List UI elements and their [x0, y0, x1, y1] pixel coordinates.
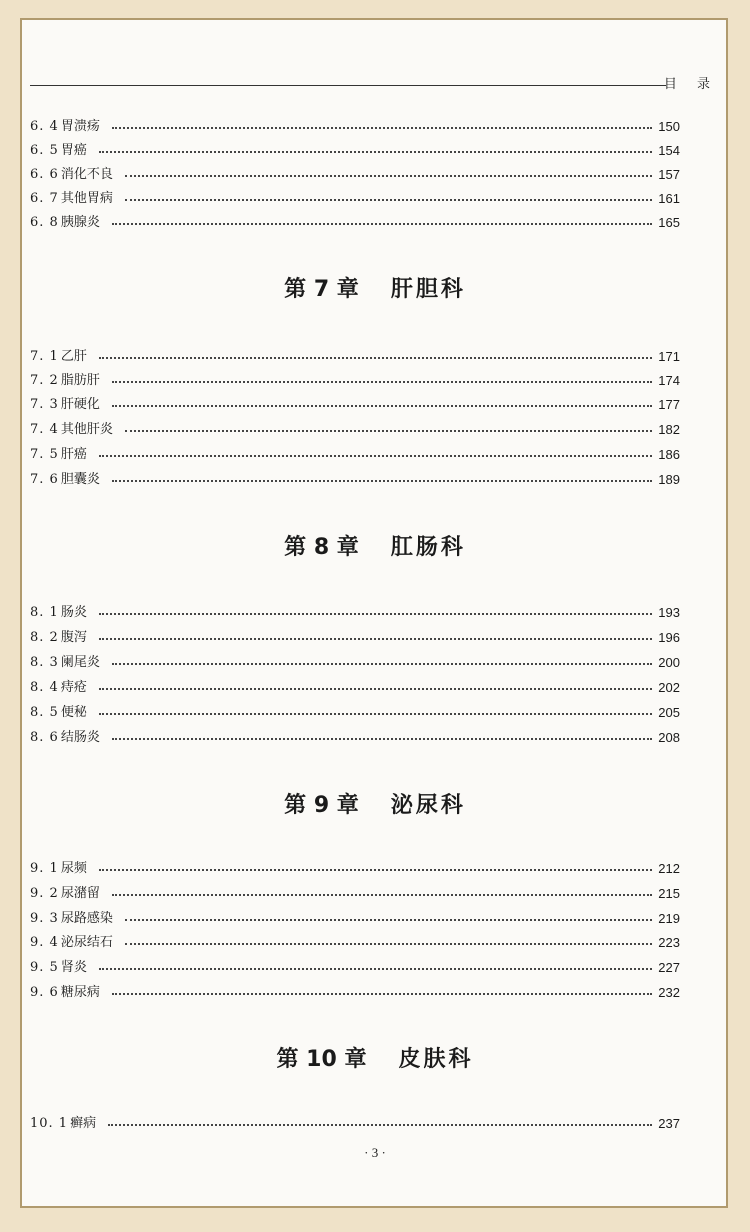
entry-page: 237	[658, 1116, 680, 1131]
entry-title: 消化不良	[60, 167, 113, 182]
header-rule	[30, 85, 666, 86]
entry-page: 202	[658, 680, 680, 695]
entry-title: 阑尾炎	[60, 655, 100, 670]
toc-entry-8-3[interactable]	[30, 648, 680, 670]
entry-number: 6. 6	[30, 167, 59, 182]
toc-entry-6-6[interactable]	[30, 160, 680, 182]
toc-entry-9-2[interactable]	[30, 879, 680, 901]
entry-page: 193	[658, 605, 680, 620]
entry-number: 8. 4	[30, 680, 59, 695]
entry-number: 6. 7	[30, 191, 59, 206]
entry-page: 196	[658, 630, 680, 645]
entry-page: 150	[658, 119, 680, 134]
chapter-name: 皮肤科	[398, 1047, 474, 1072]
toc-entry-8-6[interactable]	[30, 723, 680, 745]
toc-entry-7-6[interactable]	[30, 465, 680, 487]
leader-dots	[125, 198, 652, 201]
entry-title: 其他肝炎	[60, 422, 113, 437]
toc-entry-9-6[interactable]	[30, 978, 680, 1000]
chapter-label: 第 9 章	[284, 793, 359, 818]
toc-entry-9-5[interactable]	[30, 953, 680, 975]
entry-number: 7. 2	[30, 373, 59, 388]
leader-dots	[99, 637, 652, 640]
entry-number: 9. 5	[30, 960, 59, 975]
toc-entry-6-5[interactable]	[30, 136, 680, 158]
entry-page: 200	[658, 655, 680, 670]
toc-entry-7-3[interactable]	[30, 390, 680, 412]
entry-title: 便秘	[60, 705, 87, 720]
running-header	[30, 73, 720, 93]
entry-title: 腹泻	[60, 630, 87, 645]
toc-entry-7-4[interactable]	[30, 415, 680, 437]
entry-number: 6. 8	[30, 215, 59, 230]
entry-number: 6. 4	[30, 119, 59, 134]
entry-number: 7. 1	[30, 349, 59, 364]
entry-page: 208	[658, 730, 680, 745]
entry-number: 7. 4	[30, 422, 59, 437]
entry-page: 171	[658, 349, 680, 364]
entry-number: 9. 1	[30, 861, 59, 876]
entry-number: 8. 5	[30, 705, 59, 720]
toc-entry-10-1[interactable]	[30, 1109, 680, 1131]
entry-number: 9. 6	[30, 985, 59, 1000]
leader-dots	[112, 893, 652, 896]
toc-entry-6-8[interactable]	[30, 208, 680, 230]
toc-entry-7-1[interactable]	[30, 342, 680, 364]
leader-dots	[99, 612, 652, 615]
toc-entry-9-1[interactable]	[30, 854, 680, 876]
header-title: 目 录	[663, 77, 718, 92]
entry-title: 肝癌	[60, 447, 87, 462]
toc-entry-8-2[interactable]	[30, 623, 680, 645]
toc-entry-8-4[interactable]	[30, 673, 680, 695]
chapter-7-heading	[0, 272, 750, 306]
entry-page: 154	[658, 143, 680, 158]
chapter-label: 第 10 章	[276, 1047, 367, 1072]
leader-dots	[125, 429, 652, 432]
chapter-name: 泌尿科	[390, 793, 466, 818]
leader-dots	[112, 404, 652, 407]
entry-page: 189	[658, 472, 680, 487]
toc-entry-7-5[interactable]	[30, 440, 680, 462]
leader-dots	[112, 380, 652, 383]
entry-title: 肝硬化	[60, 397, 100, 412]
entry-number: 8. 3	[30, 655, 59, 670]
entry-number: 7. 3	[30, 397, 59, 412]
leader-dots	[125, 174, 652, 177]
chapter-label: 第 7 章	[284, 277, 359, 302]
leader-dots	[99, 356, 652, 359]
entry-title: 结肠炎	[60, 730, 100, 745]
entry-title: 痔疮	[60, 680, 87, 695]
entry-page: 182	[658, 422, 680, 437]
toc-entry-9-4[interactable]	[30, 928, 680, 950]
entry-page: 174	[658, 373, 680, 388]
entry-page: 157	[658, 167, 680, 182]
entry-page: 165	[658, 215, 680, 230]
entry-number: 8. 6	[30, 730, 59, 745]
entry-page: 212	[658, 861, 680, 876]
toc-entry-8-1[interactable]	[30, 598, 680, 620]
leader-dots	[112, 992, 652, 995]
leader-dots	[99, 967, 652, 970]
entry-page: 186	[658, 447, 680, 462]
leader-dots	[99, 687, 652, 690]
entry-title: 肾炎	[60, 960, 87, 975]
entry-number: 9. 4	[30, 935, 59, 950]
entry-page: 205	[658, 705, 680, 720]
chapter-label: 第 8 章	[284, 535, 359, 560]
entry-title: 胆囊炎	[60, 472, 100, 487]
entry-page: 215	[658, 886, 680, 901]
entry-page: 232	[658, 985, 680, 1000]
entry-page: 219	[658, 911, 680, 926]
entry-title: 癣病	[70, 1116, 97, 1131]
chapter-name: 肛肠科	[390, 535, 466, 560]
entry-number: 7. 6	[30, 472, 59, 487]
entry-page: 223	[658, 935, 680, 950]
entry-number: 8. 1	[30, 605, 59, 620]
chapter-name: 肝胆科	[390, 277, 466, 302]
entry-title: 脂肪肝	[60, 373, 100, 388]
leader-dots	[112, 222, 652, 225]
leader-dots	[112, 662, 652, 665]
entry-title: 胰腺炎	[60, 215, 100, 230]
entry-title: 胃癌	[60, 143, 87, 158]
entry-title: 糖尿病	[60, 985, 100, 1000]
entry-page: 177	[658, 397, 680, 412]
entry-title: 乙肝	[60, 349, 87, 364]
entry-title: 胃溃疡	[60, 119, 100, 134]
toc-entry-6-7[interactable]	[30, 184, 680, 206]
leader-dots	[99, 712, 652, 715]
leader-dots	[112, 126, 652, 129]
page-number: · 3 ·	[364, 1145, 386, 1160]
entry-title: 肠炎	[60, 605, 87, 620]
entry-page: 227	[658, 960, 680, 975]
leader-dots	[125, 918, 652, 921]
chapter-10-heading	[0, 1042, 750, 1076]
leader-dots	[99, 454, 652, 457]
leader-dots	[108, 1123, 652, 1126]
entry-number: 9. 3	[30, 911, 59, 926]
entry-number: 10. 1	[30, 1116, 69, 1131]
entry-title: 其他胃病	[60, 191, 113, 206]
chapter-8-heading	[0, 530, 750, 564]
leader-dots	[112, 479, 652, 482]
toc-entry-9-3[interactable]	[30, 904, 680, 926]
leader-dots	[99, 868, 652, 871]
toc-entry-7-2[interactable]	[30, 366, 680, 388]
entry-title: 尿频	[60, 861, 87, 876]
chapter-9-heading	[0, 788, 750, 822]
entry-number: 9. 2	[30, 886, 59, 901]
entry-number: 8. 2	[30, 630, 59, 645]
entry-number: 6. 5	[30, 143, 59, 158]
toc-entry-8-5[interactable]	[30, 698, 680, 720]
entry-title: 泌尿结石	[60, 935, 113, 950]
entry-number: 7. 5	[30, 447, 59, 462]
toc-entry-6-4[interactable]	[30, 112, 680, 134]
entry-title: 尿路感染	[60, 911, 113, 926]
leader-dots	[99, 150, 652, 153]
entry-title: 尿潴留	[60, 886, 100, 901]
leader-dots	[125, 942, 652, 945]
leader-dots	[112, 737, 652, 740]
entry-page: 161	[658, 191, 680, 206]
